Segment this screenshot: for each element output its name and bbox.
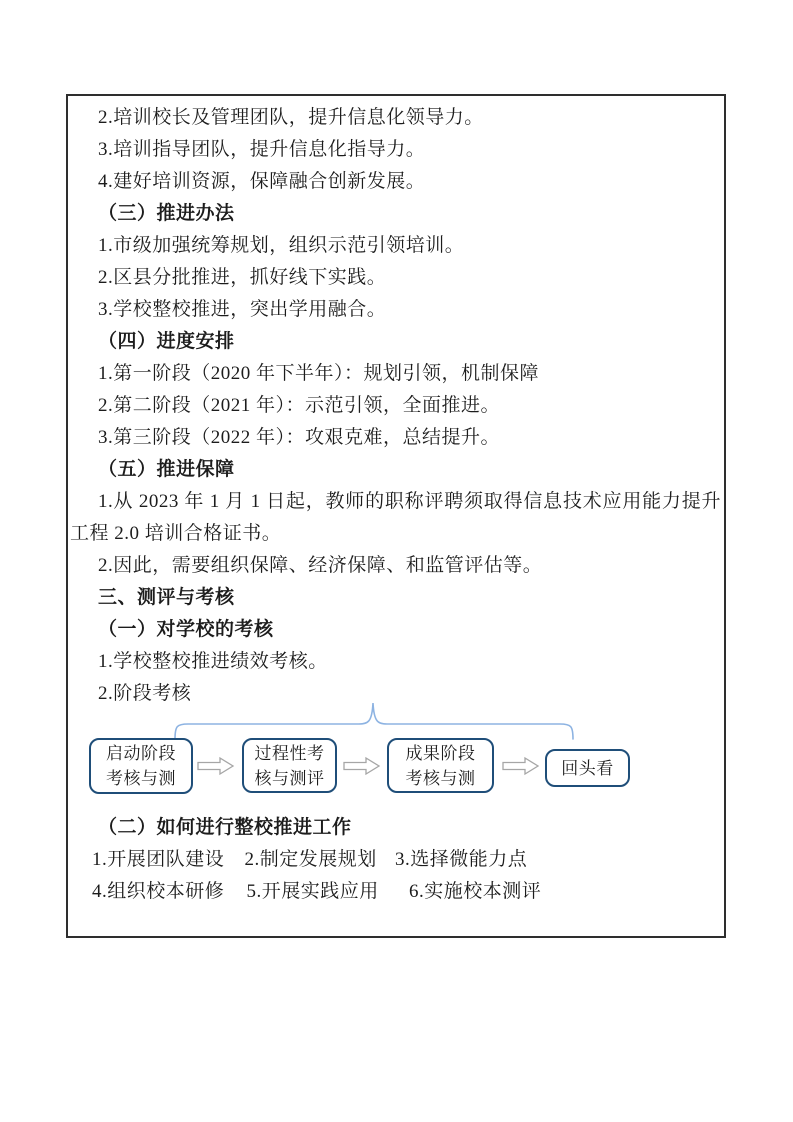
- paragraph: 1.学校整校推进绩效考核。: [98, 651, 328, 672]
- section-heading: （五）推进保障: [98, 459, 235, 480]
- assessment-flowchart: [70, 710, 725, 812]
- numbered-list-row: [70, 844, 721, 876]
- paragraph: 2.阶段考核: [98, 683, 192, 704]
- paragraph: 1.第一阶段（2020 年下半年）：规划引领，机制保障: [98, 363, 540, 384]
- brace-path: [175, 703, 573, 739]
- paragraph: 1.市级加强统筹规划，组织示范引领培训。: [98, 235, 465, 256]
- flow-box-process-stage: [242, 738, 337, 793]
- chapter-heading: 三、测评与考核: [98, 587, 235, 608]
- right-arrow-icon: [197, 754, 235, 778]
- arrow-shape: [503, 758, 538, 774]
- flow-box-label: 考核与测: [405, 768, 476, 788]
- list-item: 5.开展实践应用: [246, 881, 379, 902]
- list-item: 4.组织校本研修: [92, 881, 225, 902]
- arrow-shape: [344, 758, 379, 774]
- section-heading: （三）推进办法: [98, 203, 235, 224]
- paragraph: 4.建好培训资源，保障融合创新发展。: [98, 171, 426, 192]
- right-arrow-icon: [343, 754, 381, 778]
- paragraph: 2.因此，需要组织保障、经济保障、和监管评估等。: [98, 555, 543, 576]
- flow-box-label: 过程性考: [254, 743, 325, 763]
- paragraph: 3.第三阶段（2022 年）：攻艰克难，总结提升。: [98, 427, 501, 448]
- paragraph: 2.培训校长及管理团队，提升信息化领导力。: [98, 107, 484, 128]
- list-item: 6.实施校本测评: [409, 881, 542, 902]
- section-heading: （四）进度安排: [98, 331, 235, 352]
- flow-box-label: 成果阶段: [405, 743, 476, 763]
- arrow-shape: [198, 758, 233, 774]
- numbered-list-row: [70, 876, 721, 908]
- paragraph: 3.培训指导团队，提升信息化指导力。: [98, 139, 426, 160]
- list-item: 3.选择微能力点: [395, 849, 528, 870]
- section-heading: （一）对学校的考核: [98, 619, 274, 640]
- flow-box-label: 回头看: [561, 758, 614, 778]
- flow-box-label: 考核与测: [106, 769, 176, 788]
- flow-box-result-stage: [387, 738, 494, 793]
- right-arrow-icon: [502, 754, 540, 778]
- paragraph: 2.区县分批推进，抓好线下实践。: [98, 267, 387, 288]
- document-table-cell: [66, 94, 726, 938]
- flow-box-label: 启动阶段: [106, 744, 176, 763]
- paragraph: 2.第二阶段（2021 年）：示范引领，全面推进。: [98, 395, 501, 416]
- section-heading: （二）如何进行整校推进工作: [98, 817, 352, 838]
- paragraph: 3.学校整校推进，突出学用融合。: [98, 299, 387, 320]
- list-item: 2.制定发展规划: [244, 849, 377, 870]
- flow-box-review: [545, 749, 630, 787]
- flow-box-start-stage: [89, 738, 193, 794]
- paragraph: 1.从 2023 年 1 月 1 日起，教师的职称评聘须取得信息技术应用能力提升工程 2.0 培训合格证书。: [70, 491, 721, 544]
- list-item: 1.开展团队建设: [92, 849, 225, 870]
- flow-box-label: 核与测评: [254, 768, 325, 788]
